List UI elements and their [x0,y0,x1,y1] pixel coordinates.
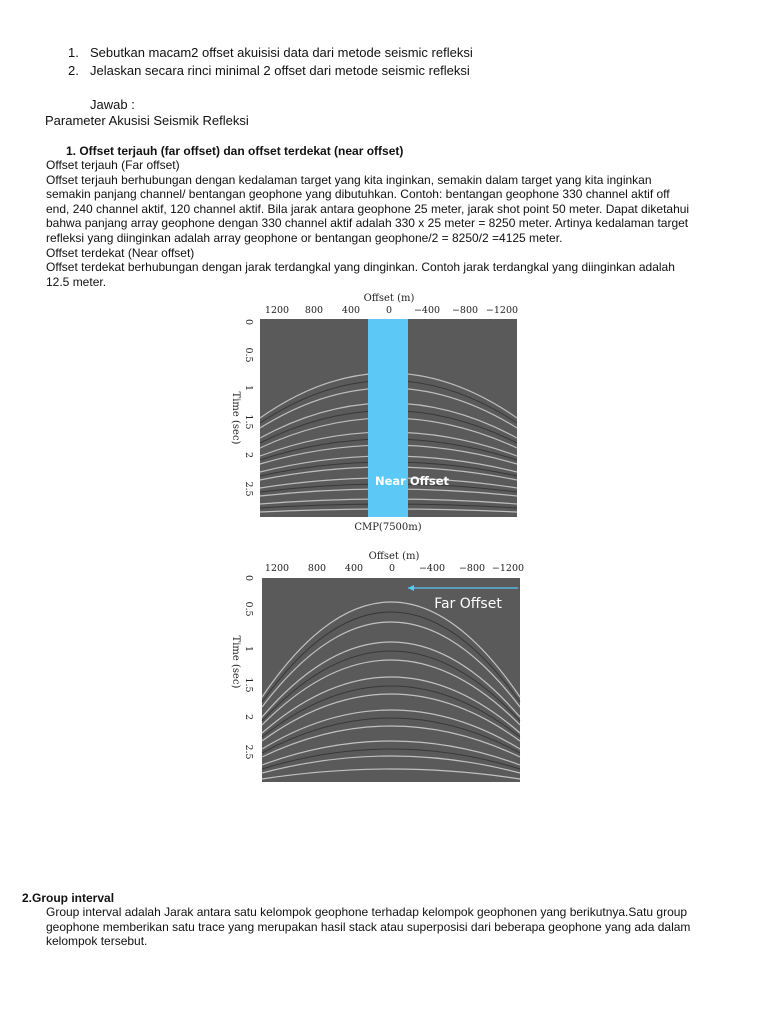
x-tick-label: −400 [418,563,446,574]
question-item [68,44,473,62]
far-offset-line: end, 240 channel aktif, 120 channel aktif. Bila jarak antara geophone 25 meter, jarak shot point 50 meter. Dapat diketahui [46,201,690,216]
offset-axis-title: Offset (m) [363,293,415,304]
section2-heading: 2.Group interval [22,891,115,905]
near-offset-line: Offset terdekat berhubungan dengan jarak terdangkal yang dinginkan. Contoh jarak terdangkal yang diinginkan adalah [46,260,675,275]
far-offset-line: Offset terjauh berhubungan dengan kedalaman target yang kita inginkan, semakin dalam target yang kita inginkan [46,172,652,187]
x-tick-label: 1200 [264,305,290,316]
x-tick-label: −1200 [485,305,519,316]
x-tick-label: 1200 [264,563,290,574]
y-tick-label: 0.5 [243,601,254,617]
figure-near-offset [222,288,532,540]
far-offset-label: Far Offset [434,596,502,612]
y-tick-label: 0 [243,318,254,326]
y-tick-label: 2 [243,451,254,459]
time-axis-label: Time (sec) [230,391,241,445]
y-tick-label: 2.5 [243,481,254,497]
group-interval-line: geophone memberikan satu trace yang merupakan hasil stack atau superposisi dari beberapa geophone yang ada dalam [46,919,691,934]
cmp-caption: CMP(7500m) [354,522,422,533]
far-offset-line: bahwa panjang array geophone dengan 330 channel aktif adalah 330 x 25 meter = 8250 meter. Artinya kedalaman target [46,216,689,231]
answer-label: Jawab : [90,97,135,112]
x-tick-label: 0 [385,305,393,316]
x-tick-label: 400 [344,563,364,574]
far-offset-line: refleksi yang diinginkan adalah array geophone or bentangan geophone/2 = 8250/2 =4125 meter. [46,230,563,245]
far-offset-line: semakin panjang channel/ bentangan geophone yang dibutuhkan. Contoh: bentangan geophone 330 channel aktif off [46,187,670,202]
near-offset-line: 12.5 meter. [46,274,107,289]
question-number: 2. [68,63,79,78]
question-text: Jelaskan secara rinci minimal 2 offset dari metode seismic refleksi [90,63,470,78]
section2-body [46,905,736,949]
question-text: Sebutkan macam2 offset akuisisi data dari metode seismic refleksi [90,45,473,60]
section1-heading: 1. Offset terjauh (far offset) dan offset terdekat (near offset) [66,144,404,158]
question-item [68,62,473,80]
section1-body [46,158,736,289]
x-tick-label: 800 [307,563,327,574]
x-tick-label: −400 [413,305,441,316]
x-tick-label: −1200 [491,563,525,574]
y-tick-labels [243,575,254,760]
figure-far-offset [222,547,532,785]
time-axis-label: Time (sec) [230,635,241,689]
group-interval-line: kelompok tersebut. [46,934,148,949]
y-tick-label: 1 [243,645,254,653]
question-list [68,44,473,80]
x-tick-label: −800 [458,563,486,574]
near-offset-title: Offset terdekat (Near offset) [46,245,195,260]
x-tick-label: 400 [341,305,361,316]
near-offset-label: Near Offset [374,474,450,488]
offset-axis-title: Offset (m) [368,551,420,562]
x-tick-labels [265,305,518,316]
y-tick-label: 1.5 [243,677,254,693]
y-tick-label: 0.5 [243,347,254,363]
y-tick-label: 1.5 [243,414,254,430]
y-tick-label: 2.5 [243,744,254,760]
y-tick-labels [243,319,254,497]
x-tick-label: 800 [304,305,324,316]
x-tick-label: 0 [388,563,396,574]
question-number: 1. [68,45,79,60]
x-tick-label: −800 [451,305,479,316]
x-tick-labels [265,563,524,574]
y-tick-label: 2 [243,713,254,721]
y-tick-label: 1 [243,384,254,392]
y-tick-label: 0 [243,574,254,582]
answer-subtitle: Parameter Akusisi Seismik Refleksi [45,113,249,128]
far-offset-title: Offset terjauh (Far offset) [46,158,180,172]
group-interval-line: Group interval adalah Jarak antara satu kelompok geophone terhadap kelompok geophonen yang berikutnya.Satu group [46,905,688,919]
